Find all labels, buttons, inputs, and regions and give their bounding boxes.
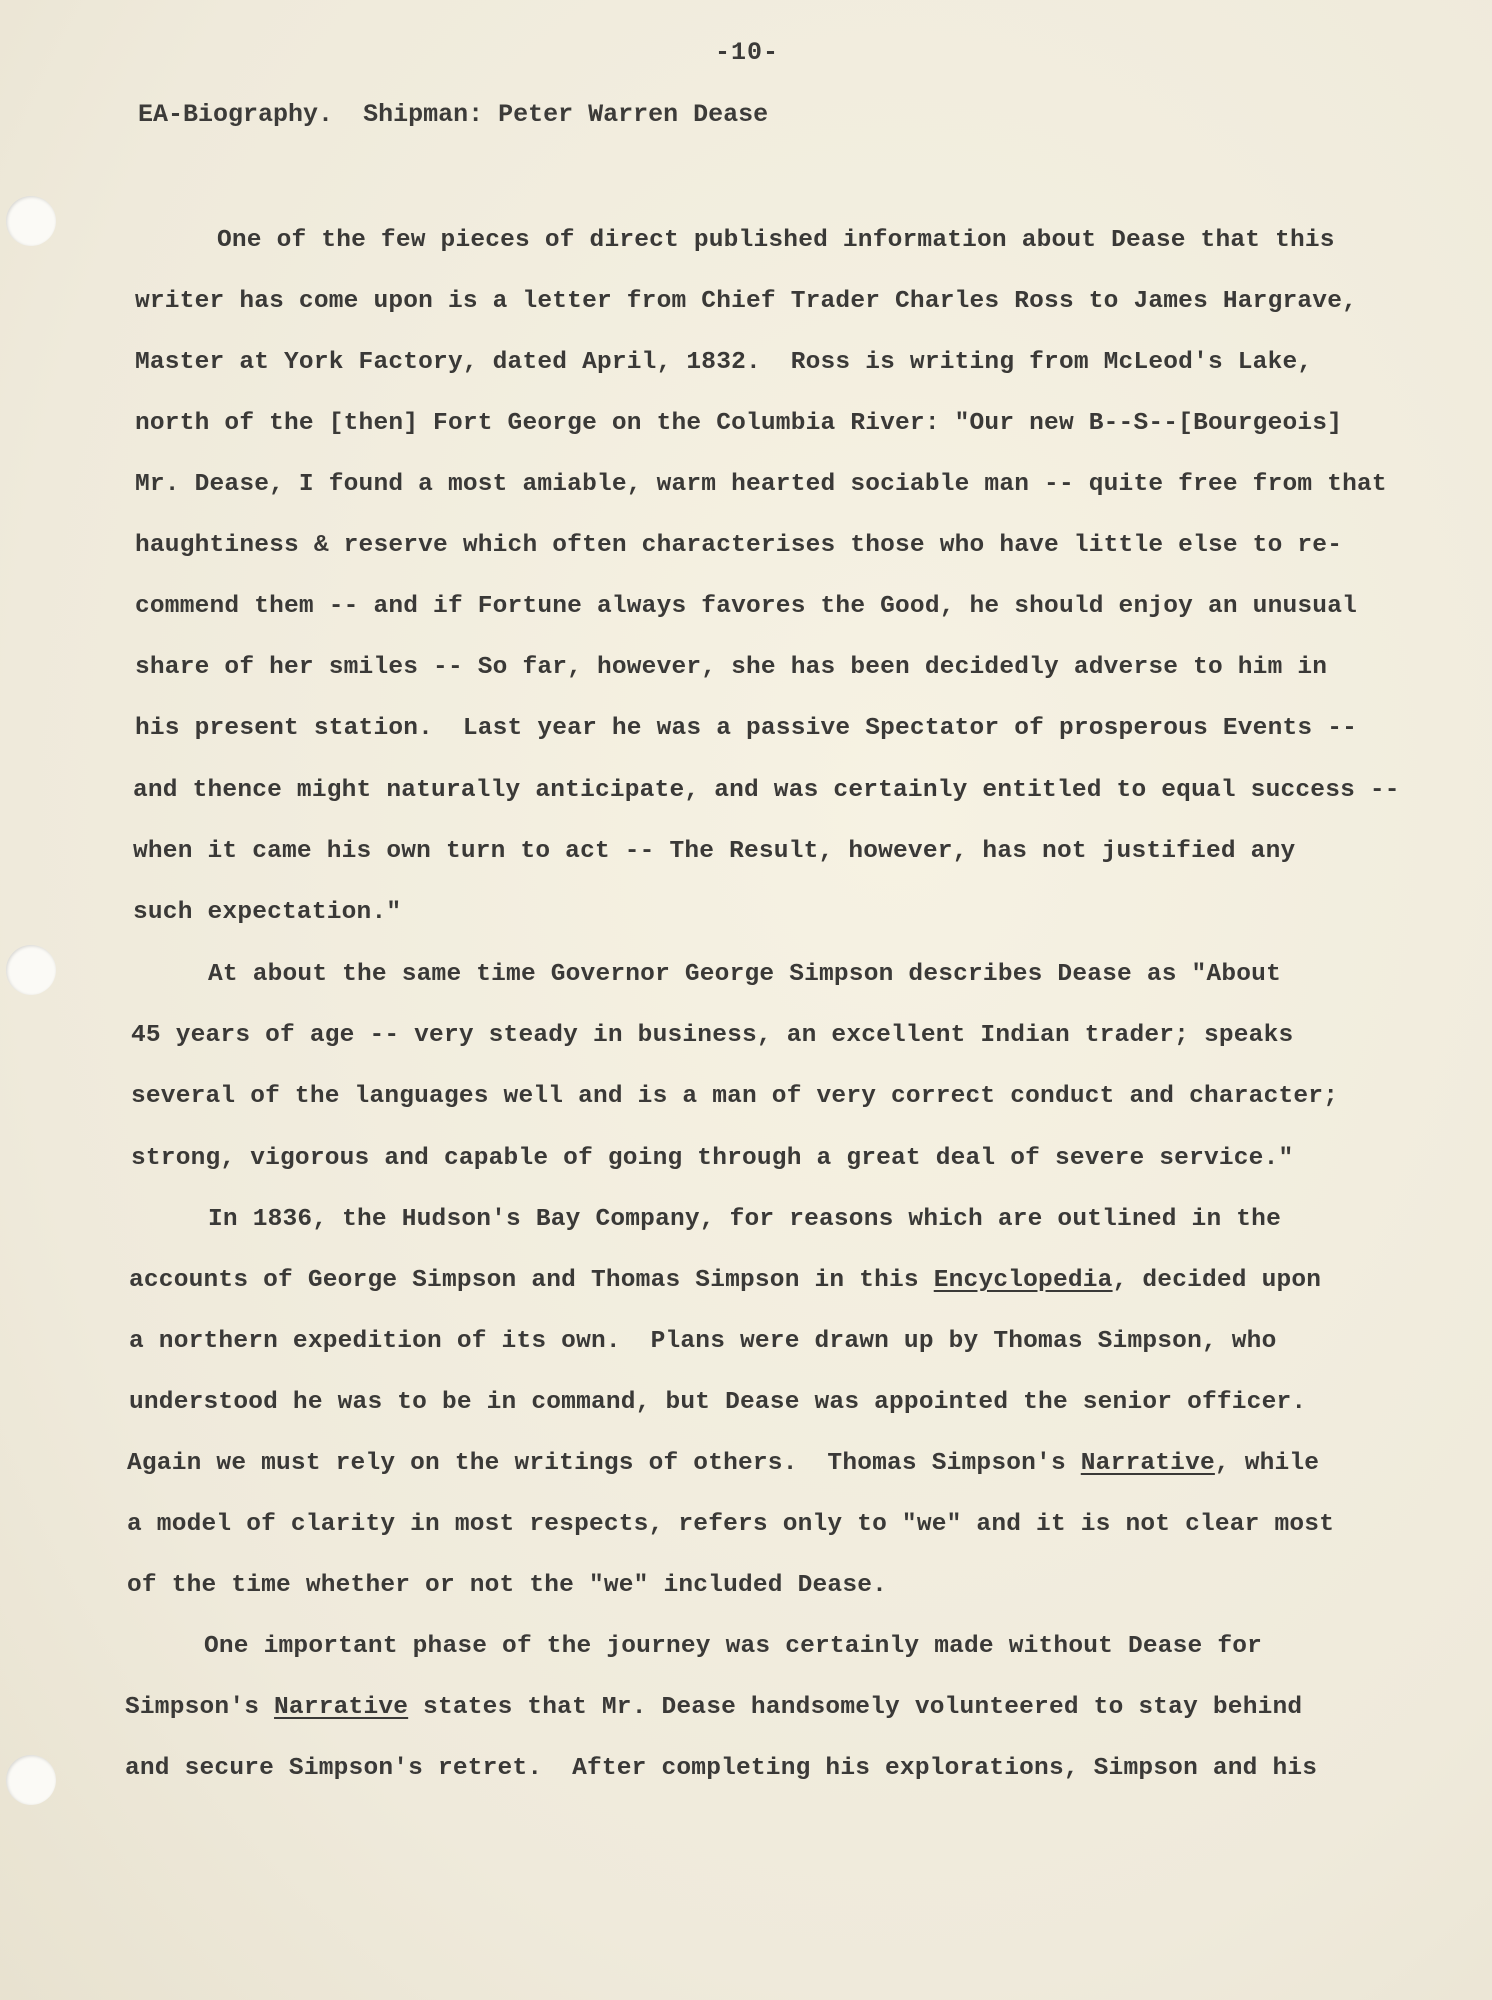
- text-line: One of the few pieces of direct published information about Dease that this: [217, 227, 1335, 254]
- text-segment: Simpson's: [125, 1694, 275, 1721]
- header-author-subject: Shipman: Peter Warren Dease: [363, 100, 769, 129]
- text-line: of the time whether or not the "we" included Dease.: [127, 1572, 888, 1599]
- text-line: and secure Simpson's retret. After completing his explorations, Simpson and his: [125, 1755, 1318, 1782]
- text-line: At about the same time Governor George Simpson describes Dease as "About: [208, 961, 1281, 988]
- text-line: a model of clarity in most respects, refers only to "we" and it is not clear most: [127, 1511, 1335, 1538]
- text-line: [129, 1267, 1321, 1294]
- text-line: strong, vigorous and capable of going through a great deal of severe service.": [131, 1145, 1294, 1172]
- document-header: [138, 100, 768, 129]
- underlined-title: Narrative: [274, 1694, 409, 1721]
- underlined-title: Narrative: [1080, 1450, 1215, 1477]
- text-line: 45 years of age -- very steady in business, an excellent Indian trader; speaks: [131, 1022, 1294, 1049]
- text-line: haughtiness & reserve which often characterises those who have little else to re-: [135, 532, 1343, 559]
- text-line: north of the [then] Fort George on the Columbia River: "Our new B--S--[Bourgeois]: [135, 410, 1343, 437]
- text-segment: , decided upon: [1112, 1267, 1322, 1294]
- text-line: his present station. Last year he was a passive Spectator of prosperous Events --: [135, 715, 1357, 742]
- text-line: Mr. Dease, I found a most amiable, warm hearted sociable man -- quite free from that: [135, 471, 1387, 498]
- text-line: Master at York Factory, dated April, 1832. Ross is writing from McLeod's Lake,: [135, 349, 1313, 376]
- text-line: [127, 1450, 1319, 1477]
- text-line: understood he was to be in command, but Dease was appointed the senior officer.: [129, 1389, 1307, 1416]
- punch-hole: [6, 196, 56, 246]
- text-segment: states that Mr. Dease handsomely volunteered to stay behind: [408, 1694, 1303, 1721]
- text-line: when it came his own turn to act -- The Result, however, has not justified any: [133, 838, 1296, 865]
- punch-hole: [6, 945, 56, 995]
- text-line: One important phase of the journey was certainly made without Dease for: [204, 1633, 1263, 1660]
- text-line: writer has come upon is a letter from Chief Trader Charles Ross to James Hargrave,: [135, 288, 1357, 315]
- text-line: such expectation.": [133, 899, 402, 926]
- header-section: EA-Biography.: [138, 100, 334, 129]
- text-segment: Again we must rely on the writings of others. Thomas Simpson's: [127, 1450, 1081, 1477]
- text-line: commend them -- and if Fortune always favores the Good, he should enjoy an unusual: [135, 593, 1357, 620]
- text-line: and thence might naturally anticipate, and was certainly entitled to equal success --: [133, 777, 1400, 804]
- text-segment: , while: [1214, 1450, 1320, 1477]
- text-line: several of the languages well and is a man of very correct conduct and character;: [131, 1083, 1339, 1110]
- text-segment: accounts of George Simpson and Thomas Simpson in this: [129, 1267, 934, 1294]
- text-line: a northern expedition of its own. Plans were drawn up by Thomas Simpson, who: [129, 1328, 1277, 1355]
- punch-hole: [6, 1755, 56, 1805]
- text-line: share of her smiles -- So far, however, she has been decidedly adverse to him in: [135, 654, 1328, 681]
- text-line: In 1836, the Hudson's Bay Company, for reasons which are outlined in the: [208, 1206, 1281, 1233]
- underlined-title: Encyclopedia: [933, 1267, 1113, 1294]
- text-line: [125, 1694, 1302, 1721]
- page-number: -10-: [715, 38, 780, 67]
